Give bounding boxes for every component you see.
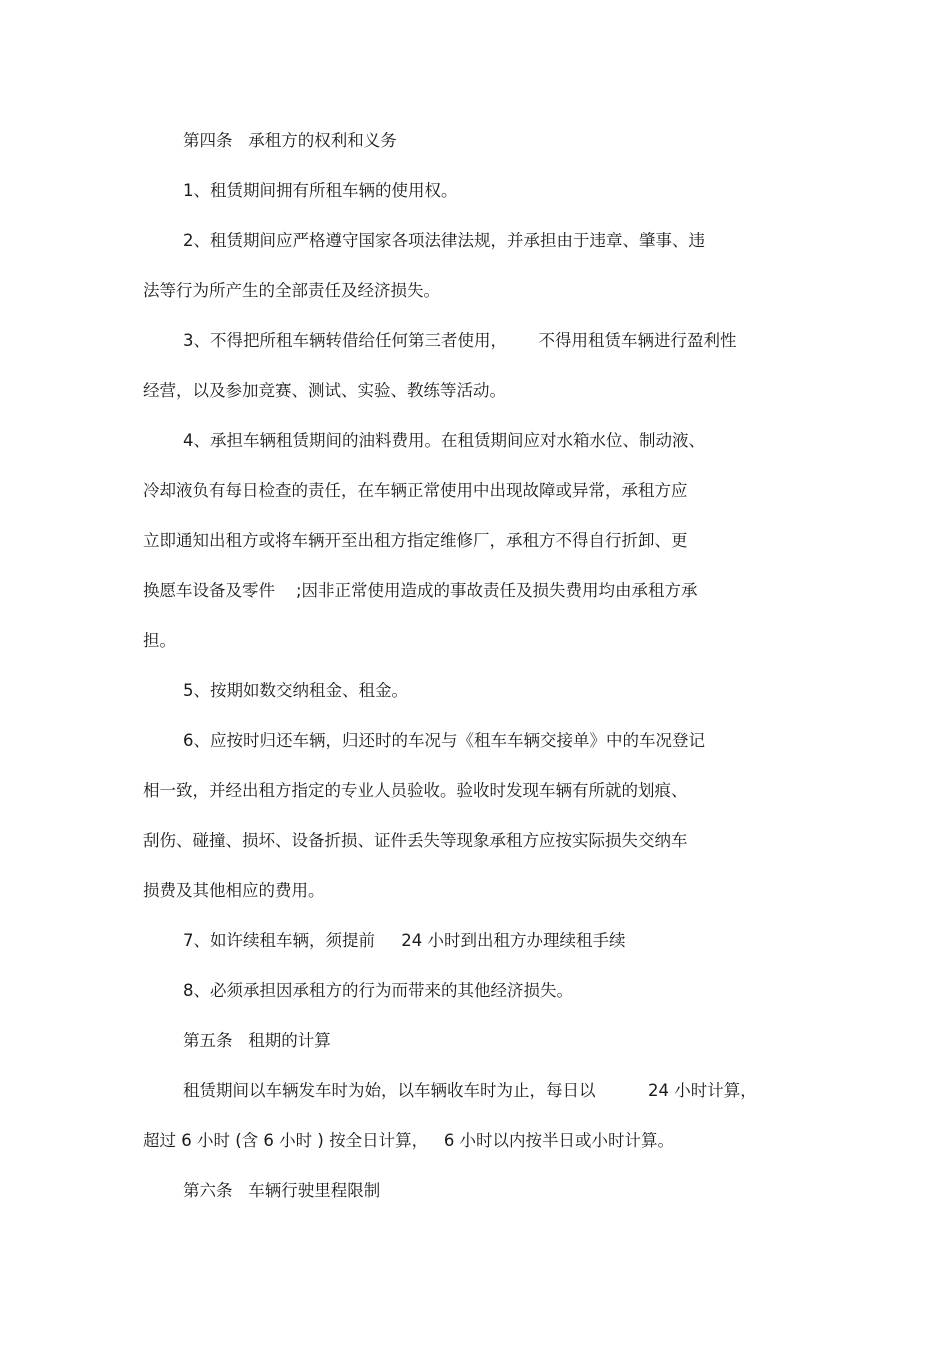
paragraph-line: 相一致，并经出租方指定的专业人员验收。验收时发现车辆有所就的划痕、 [143,781,688,800]
paragraph-line: 6、应按时归还车辆，归还时的车况与《租车车辆交接单》中的车况登记 [183,731,705,750]
paragraph-line: 担。 [143,631,176,650]
paragraph-line: 超过 6 小时 (含 6 小时 ) 按全日计算， 6 小时以内按半日或小时计算。 [143,1131,675,1150]
paragraph-line: 8、必须承担因承租方的行为而带来的其他经济损失。 [183,981,573,1000]
paragraph-line: 冷却液负有每日检查的责任，在车辆正常使用中出现故障或异常，承租方应 [143,481,688,500]
paragraph-line: 经营，以及参加竞赛、测试、实验、教练等活动。 [143,381,506,400]
paragraph-line: 7、如许续租车辆，须提前 24 小时到出租方办理续租手续 [183,931,626,950]
paragraph-line: 2、租赁期间应严格遵守国家各项法律法规，并承担由于违章、肇事、违 [183,231,705,250]
paragraph-line: 3、不得把所租车辆转借给任何第三者使用， 不得用租赁车辆进行盈利性 [183,331,737,350]
article-6-heading: 第六条 车辆行驶里程限制 [183,1181,381,1200]
paragraph-line: 刮伤、碰撞、损坏、设备折损、证件丢失等现象承租方应按实际损失交纳车 [143,831,688,850]
paragraph-line: 4、承担车辆租赁期间的油料费用。在租赁期间应对水箱水位、制动液、 [183,431,705,450]
article-4-heading: 第四条 承租方的权利和义务 [183,131,397,150]
paragraph-line: 租赁期间以车辆发车时为始，以车辆收车时为止，每日以 24 小时计算， [183,1081,757,1100]
paragraph-line: 1、租赁期间拥有所租车辆的使用权。 [183,181,458,200]
paragraph-line: 损费及其他相应的费用。 [143,881,325,900]
paragraph-line: 法等行为所产生的全部责任及经济损失。 [143,281,440,300]
article-5-heading: 第五条 租期的计算 [183,1031,331,1050]
paragraph-line: 换愿车设备及零件 ;因非正常使用造成的事故责任及损失费用均由承租方承 [143,581,698,600]
paragraph-line: 5、按期如数交纳租金、租金。 [183,681,408,700]
paragraph-line: 立即通知出租方或将车辆开至出租方指定维修厂，承租方不得自行折卸、更 [143,531,688,550]
